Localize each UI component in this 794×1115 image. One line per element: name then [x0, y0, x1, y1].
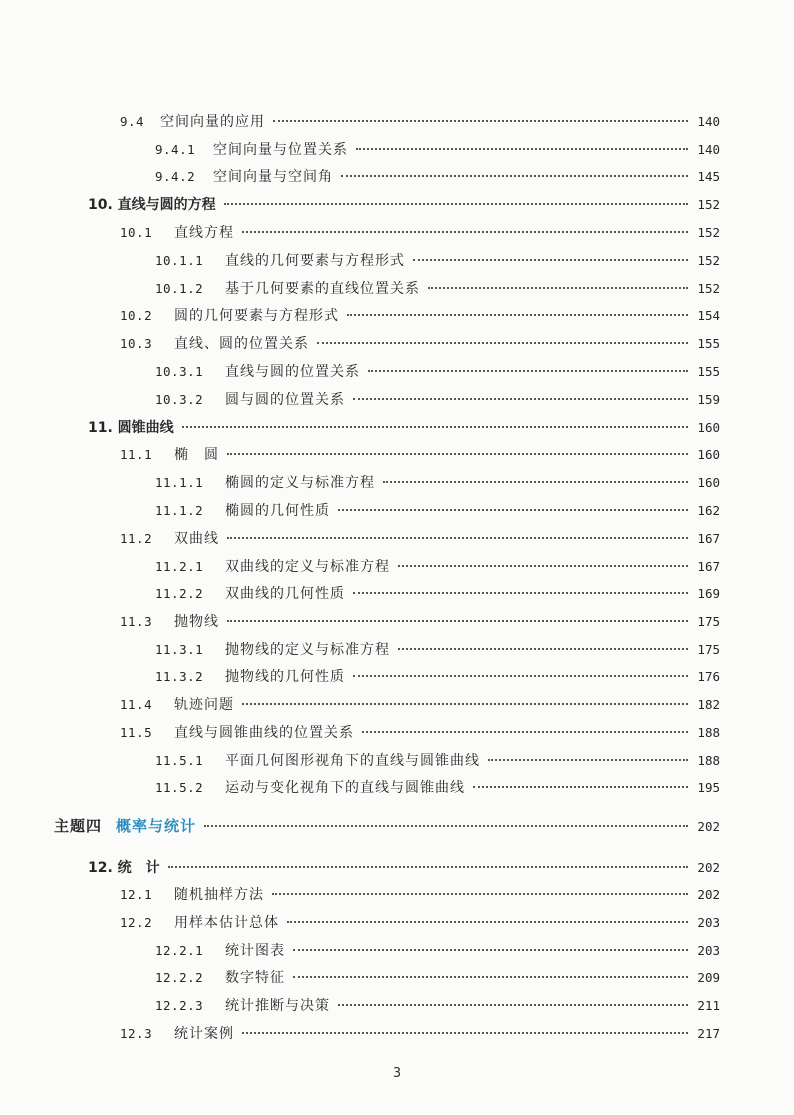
toc-entry[interactable]: [155, 556, 720, 578]
entry-page: 160: [697, 447, 720, 462]
toc-entry[interactable]: [155, 967, 720, 989]
entry-number: 10.3.2: [155, 392, 204, 407]
entry-title: 用样本估计总体: [174, 915, 279, 931]
toc-entry[interactable]: [120, 528, 720, 550]
entry-page: 152: [697, 197, 720, 212]
leader-dots: [287, 921, 688, 923]
entry-page: 203: [697, 943, 720, 958]
entry-number: 11.4: [120, 697, 153, 712]
toc-entry[interactable]: [155, 139, 720, 161]
leader-dots: [338, 509, 688, 511]
toc-entry[interactable]: [120, 222, 720, 244]
leader-dots: [398, 565, 688, 567]
toc-chapter[interactable]: [88, 417, 720, 439]
leader-dots: [473, 786, 688, 788]
entry-page: 140: [697, 142, 720, 157]
entry-number: 12.2.2: [155, 970, 204, 985]
leader-dots: [362, 731, 688, 733]
leader-dots: [227, 453, 688, 455]
toc-entry[interactable]: [120, 1023, 720, 1045]
leader-dots: [227, 620, 688, 622]
toc-entry[interactable]: [120, 333, 720, 355]
page-number: 3: [392, 1066, 402, 1081]
entry-page: 155: [697, 336, 720, 351]
entry-number: 10.3: [120, 336, 153, 351]
entry-number: 12.2.1: [155, 943, 204, 958]
entry-title: 圆与圆的位置关系: [225, 392, 345, 408]
toc-entry[interactable]: [120, 611, 720, 633]
entry-title: 直线方程: [174, 225, 234, 241]
entry-number: 11.2: [120, 531, 153, 546]
chapter-title: 10. 直线与圆的方程: [88, 197, 216, 213]
entry-page: 202: [697, 860, 720, 875]
toc-entry[interactable]: [120, 722, 720, 744]
entry-page: 202: [697, 819, 720, 834]
leader-dots: [356, 148, 688, 150]
toc-entry[interactable]: [155, 940, 720, 962]
entry-page: 202: [697, 887, 720, 902]
leader-dots: [182, 426, 688, 428]
entry-number: 11.3.1: [155, 642, 204, 657]
entry-number: 11.1.2: [155, 503, 204, 518]
entry-title: 椭圆的几何性质: [225, 503, 330, 519]
theme-title: 概率与统计: [116, 817, 197, 835]
entry-number: 10.3.1: [155, 364, 204, 379]
toc-chapter[interactable]: [88, 857, 720, 879]
entry-page: 152: [697, 225, 720, 240]
entry-page: 162: [697, 503, 720, 518]
entry-number: 10.1.1: [155, 253, 204, 268]
entry-title: 椭圆的定义与标准方程: [225, 475, 375, 491]
leader-dots: [242, 231, 688, 233]
leader-dots: [353, 398, 688, 400]
leader-dots: [242, 1032, 688, 1034]
entry-number: 12.2: [120, 915, 153, 930]
entry-title: 平面几何图形视角下的直线与圆锥曲线: [225, 753, 480, 769]
entry-page: 154: [697, 308, 720, 323]
theme-label: 主题四: [54, 817, 103, 835]
toc-entry[interactable]: [120, 912, 720, 934]
toc-entry[interactable]: [120, 444, 720, 466]
toc-entry[interactable]: [155, 250, 720, 272]
entry-title: 抛物线: [174, 614, 219, 630]
entry-page: 155: [697, 364, 720, 379]
entry-title: 双曲线: [174, 531, 219, 547]
leader-dots: [413, 259, 688, 261]
toc-theme[interactable]: [54, 815, 720, 837]
entry-page: 195: [697, 780, 720, 795]
entry-page: 175: [697, 642, 720, 657]
toc-entry[interactable]: [155, 666, 720, 688]
entry-title: 椭 圆: [174, 447, 219, 463]
entry-title: 随机抽样方法: [174, 887, 264, 903]
entry-page: 160: [697, 420, 720, 435]
entry-number: 10.2: [120, 308, 153, 323]
leader-dots: [293, 949, 688, 951]
entry-number: 11.2.2: [155, 586, 204, 601]
entry-title: 统计图表: [225, 943, 285, 959]
toc-entry[interactable]: [120, 111, 720, 133]
entry-page: 217: [697, 1026, 720, 1041]
leader-dots: [398, 648, 688, 650]
entry-number: 11.3.2: [155, 669, 204, 684]
leader-dots: [227, 537, 688, 539]
entry-page: 209: [697, 970, 720, 985]
leader-dots: [353, 592, 688, 594]
entry-title: 圆的几何要素与方程形式: [174, 308, 339, 324]
entry-number: 10.1: [120, 225, 153, 240]
leader-dots: [168, 866, 688, 868]
toc-entry[interactable]: [120, 305, 720, 327]
entry-number: 9.4.2: [155, 169, 196, 184]
toc-chapter[interactable]: [88, 194, 720, 216]
entry-title: 直线与圆的位置关系: [225, 364, 360, 380]
toc-entry[interactable]: [155, 500, 720, 522]
entry-title: 直线、圆的位置关系: [174, 336, 309, 352]
leader-dots: [353, 675, 688, 677]
entry-title: 统计推断与决策: [225, 998, 330, 1014]
entry-number: 11.1: [120, 447, 153, 462]
entry-title: 空间向量的应用: [160, 114, 265, 130]
entry-page: 175: [697, 614, 720, 629]
toc-entry[interactable]: [120, 884, 720, 906]
entry-page: 152: [697, 281, 720, 296]
leader-dots: [224, 203, 688, 205]
leader-dots: [341, 175, 688, 177]
entry-number: 11.5.2: [155, 780, 204, 795]
entry-page: 167: [697, 559, 720, 574]
entry-title: 运动与变化视角下的直线与圆锥曲线: [225, 780, 465, 796]
toc-entry[interactable]: [155, 166, 720, 188]
leader-dots: [338, 1004, 688, 1006]
toc-entry[interactable]: [155, 472, 720, 494]
entry-number: 12.1: [120, 887, 153, 902]
entry-number: 11.2.1: [155, 559, 204, 574]
toc-entry[interactable]: [155, 750, 720, 772]
entry-page: 188: [697, 753, 720, 768]
toc-entry[interactable]: [155, 361, 720, 383]
entry-number: 9.4: [120, 114, 145, 129]
entry-title: 抛物线的几何性质: [225, 669, 345, 685]
leader-dots: [428, 287, 688, 289]
toc-entry[interactable]: [155, 639, 720, 661]
entry-page: 188: [697, 725, 720, 740]
entry-title: 空间向量与空间角: [213, 169, 333, 185]
entry-title: 轨迹问题: [174, 697, 234, 713]
entry-page: 182: [697, 697, 720, 712]
leader-dots: [273, 120, 688, 122]
entry-title: 双曲线的几何性质: [225, 586, 345, 602]
entry-page: 160: [697, 475, 720, 490]
entry-number: 11.3: [120, 614, 153, 629]
entry-page: 167: [697, 531, 720, 546]
toc-entry[interactable]: [155, 583, 720, 605]
leader-dots: [488, 759, 688, 761]
entry-number: 9.4.1: [155, 142, 196, 157]
entry-title: 直线的几何要素与方程形式: [225, 253, 405, 269]
entry-title: 双曲线的定义与标准方程: [225, 559, 390, 575]
chapter-title: 11. 圆锥曲线: [88, 420, 174, 436]
entry-title: 直线与圆锥曲线的位置关系: [174, 725, 354, 741]
entry-number: 11.1.1: [155, 475, 204, 490]
entry-title: 抛物线的定义与标准方程: [225, 642, 390, 658]
toc-entry[interactable]: [120, 694, 720, 716]
entry-page: 176: [697, 669, 720, 684]
toc-entry[interactable]: [155, 389, 720, 411]
leader-dots: [242, 703, 688, 705]
leader-dots: [368, 370, 688, 372]
entry-number: 12.3: [120, 1026, 153, 1041]
entry-number: 11.5: [120, 725, 153, 740]
toc-entry[interactable]: [155, 278, 720, 300]
entry-page: 145: [697, 169, 720, 184]
leader-dots: [272, 893, 688, 895]
entry-page: 211: [697, 998, 720, 1013]
entry-number: 10.1.2: [155, 281, 204, 296]
entry-number: 12.2.3: [155, 998, 204, 1013]
entry-title: 数字特征: [225, 970, 285, 986]
entry-number: 11.5.1: [155, 753, 204, 768]
leader-dots: [317, 342, 688, 344]
leader-dots: [347, 314, 688, 316]
toc-entry[interactable]: [155, 995, 720, 1017]
entry-title: 统计案例: [174, 1026, 234, 1042]
leader-dots: [204, 825, 688, 827]
entry-page: 140: [697, 114, 720, 129]
leader-dots: [383, 481, 688, 483]
entry-page: 169: [697, 586, 720, 601]
toc-entry[interactable]: [155, 777, 720, 799]
chapter-title: 12. 统 计: [88, 860, 160, 876]
entry-title: 空间向量与位置关系: [213, 142, 348, 158]
entry-page: 203: [697, 915, 720, 930]
entry-page: 152: [697, 253, 720, 268]
entry-page: 159: [697, 392, 720, 407]
leader-dots: [293, 976, 688, 978]
entry-title: 基于几何要素的直线位置关系: [225, 281, 420, 297]
